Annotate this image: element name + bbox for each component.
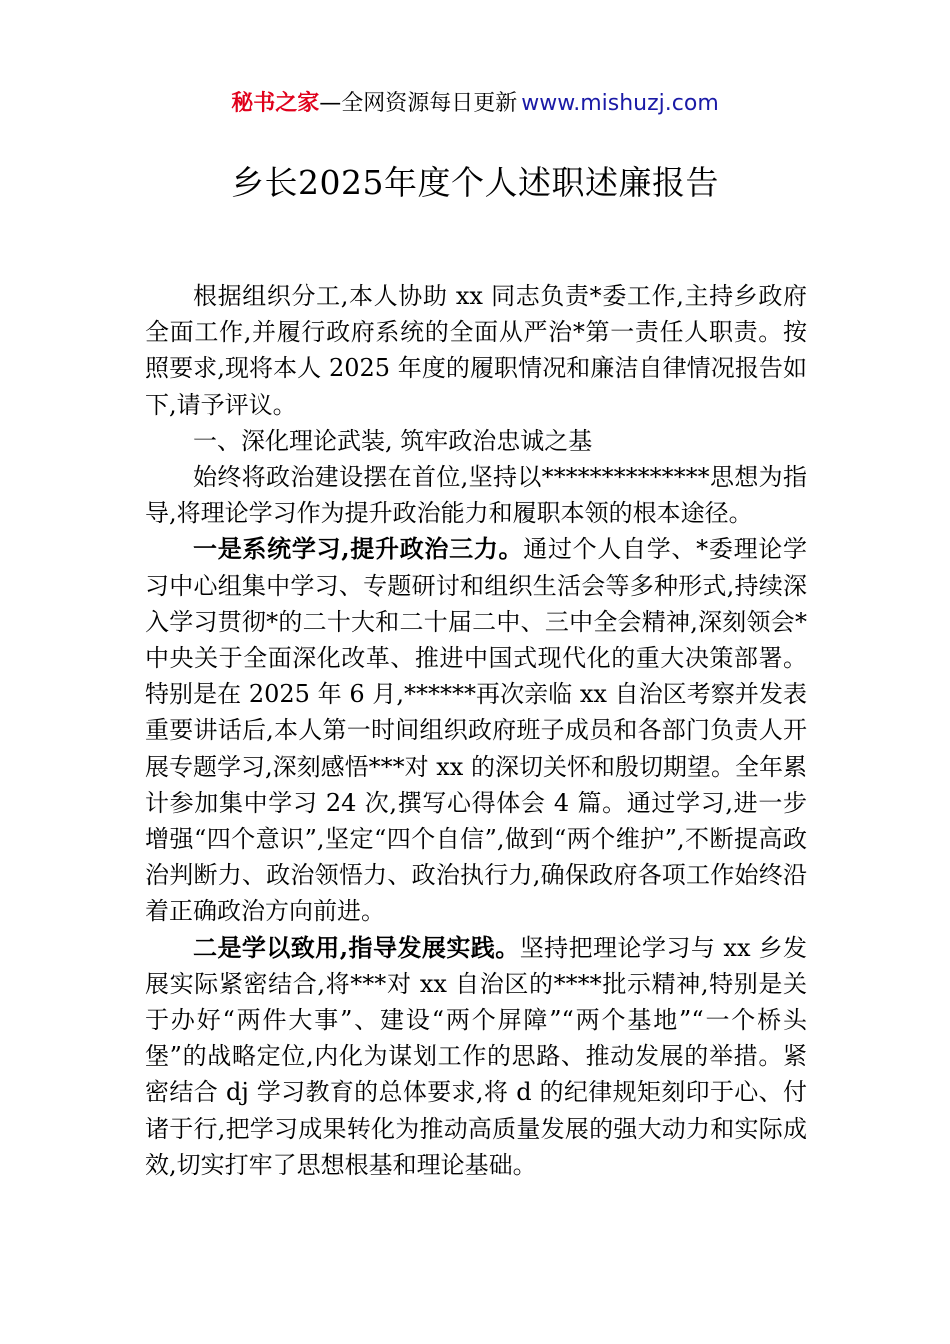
header-slogan: 全网资源每日更新 [341,91,518,116]
point1-paragraph [145,531,807,929]
brand-name: 秘书之家 [231,91,320,116]
point1-lead: 一是系统学习,提升政治三力。 [193,534,524,564]
point1-text: 通过个人自学、*委理论学习中心组集中学习、专题研讨和组织生活会等多种形式,持续深入学习贯彻*的二十大和二十届二中、三中全会精神,深刻领会*中央关于全面深化改革、推进中国式现代化的重大决策部署。特别是在 2025 年 6 月,******再次亲临 xx 自治区考察并发表重要讲话后,本人第一时间组织政府班子成员和各部门负责人开展专题学习,深刻感悟***对 xx 的深切关怀和殷切期望。全年累计参加集中学习 24 次,撰写心得体会 4 篇。通过学习,进一步增强“四个意识”,坚定“四个自信”,做到“两个维护”,不断提高政治判断力、政治领悟力、政治执行力,确保政府各项工作始终沿着正确政治方向前进。 [145,535,807,926]
section1-heading: 一、深化理论武装, 筑牢政治忠诚之基 [193,426,593,455]
point2-paragraph [145,930,807,1183]
document-body [145,278,807,1183]
header-separator: — [319,91,342,116]
point2-text: 坚持把理论学习与 xx 乡发展实际紧密结合,将***对 xx 自治区的****批示精神,特别是关于办好“两件大事”、建设“两个屏障”“两个基地”“一个桥头堡”的战略定位,内化为谋划工作的思路、推动发展的举措。紧密结合 dj 学习教育的总体要求,将 d 的纪律规矩刻印于心、付诸于行,把学习成果转化为推动高质量发展的强大动力和实际成效,切实打牢了思想根基和理论基础。 [145,933,808,1179]
point2-lead: 二是学以致用,指导发展实践。 [193,932,520,962]
site-url-link[interactable]: www.mishuzj.com [521,91,719,116]
site-header [0,88,950,120]
intro-paragraph: 根据组织分工,本人协助 xx 同志负责*委工作,主持乡政府全面工作,并履行政府系统的全面从严治*第一责任人职责。按照要求,现将本人 2025 年度的履职情况和廉洁自律情况报告如下,请予评议。 [145,282,807,419]
document-title: 乡长2025年度个人述职述廉报告 [231,163,719,202]
section1-intro-paragraph: 始终将政治建设摆在首位,坚持以**************思想为指导,将理论学习作为提升政治能力和履职本领的根本途径。 [145,463,807,528]
